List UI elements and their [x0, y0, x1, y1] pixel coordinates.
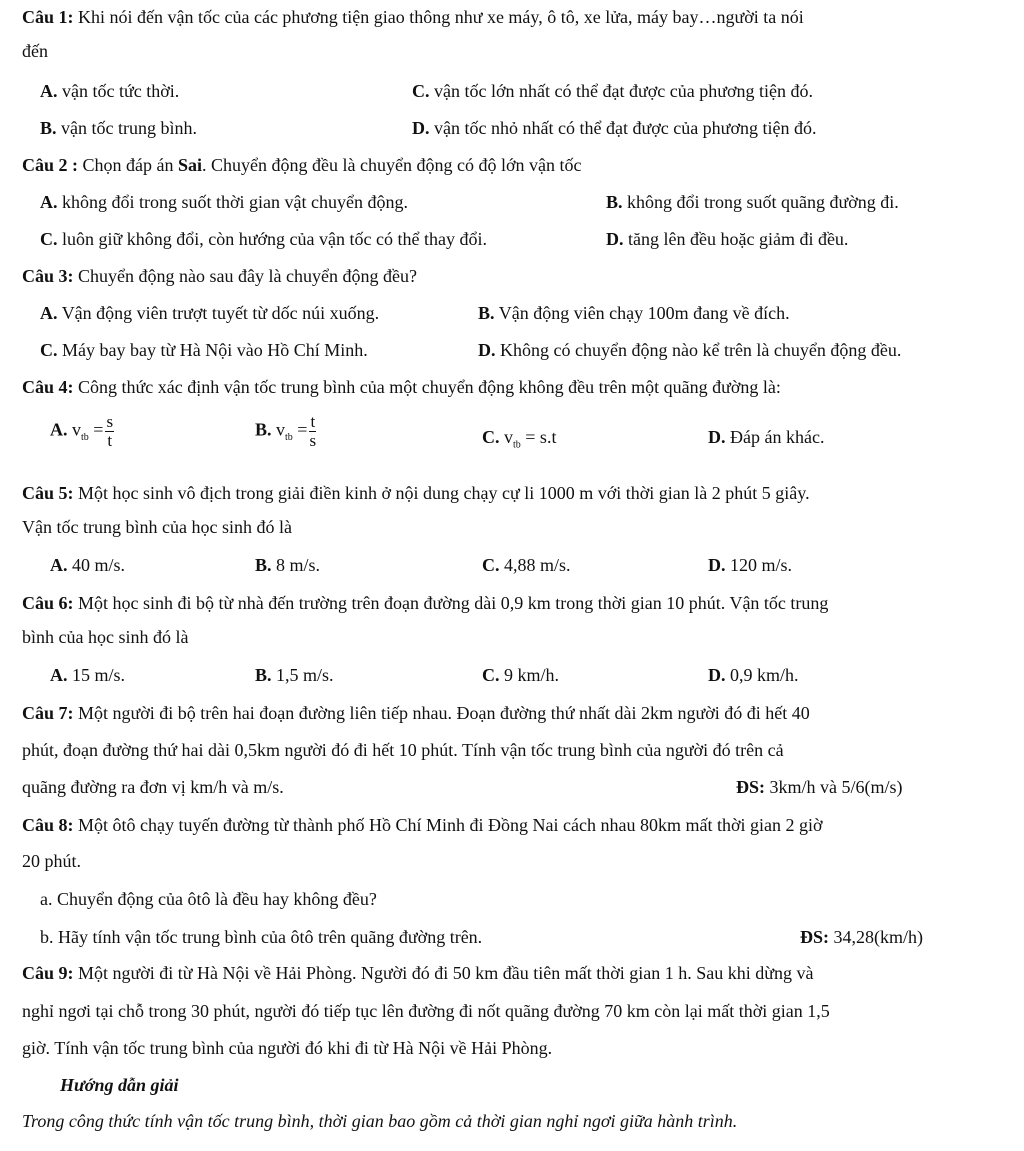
q5-line1: Câu 5: Một học sinh vô địch trong giải điền kinh ở nội dung chạy cự li 1000 m với thời gian là 2 phút 5 giây. — [22, 483, 810, 503]
q6-option-d: D. 0,9 km/h. — [708, 665, 799, 685]
q5-line2: Vận tốc trung bình của học sinh đó là — [22, 517, 292, 537]
q6-option-c: C. 9 km/h. — [482, 665, 560, 685]
q4-line: Câu 4: Công thức xác định vận tốc trung bình của một chuyển động không đều trên một quãng đường là: — [22, 377, 781, 397]
q3-label: Câu 3: — [22, 266, 74, 286]
q1-line2 — [22, 40, 48, 62]
q8-line2: 20 phút. — [22, 851, 82, 871]
q6-line1: Câu 6: Một học sinh đi bộ từ nhà đến trường trên đoạn đường dài 0,9 km trong thời gian 10 phút. Vận tốc trung — [22, 593, 829, 613]
q2-option-d: D. tăng lên đều hoặc giảm đi đều. — [606, 229, 849, 249]
q6-line2: bình của học sinh đó là — [22, 627, 189, 647]
q9-line2: nghỉ ngơi tại chỗ trong 30 phút, người đó tiếp tục lên đường đi nốt quãng đường 70 km còn lại mất thời gian 1,5 — [22, 1001, 830, 1021]
q4-option-b: B. $v_{tb}$ = $\frac{t}{s}$ — [255, 412, 317, 450]
q5-option-a: A. 40 m/s. — [50, 555, 126, 575]
q1-text2: đến — [22, 41, 48, 61]
q2-option-a: A. không đổi trong suốt thời gian vật chuyển động. — [40, 192, 408, 212]
q9-guide-text: Trong công thức tính vận tốc trung bình, thời gian bao gồm cả thời gian nghỉ ngơi giữa hành trình. — [22, 1111, 738, 1131]
q6-option-a: A. 15 m/s. — [50, 665, 126, 685]
q3-option-d: D. Không có chuyển động nào kể trên là chuyển động đều. — [478, 340, 902, 360]
q1-option-d: D. vận tốc nhỏ nhất có thể đạt được của phương tiện đó. — [412, 118, 817, 138]
q8-line1: Câu 8: Một ôtô chạy tuyến đường từ thành phố Hồ Chí Minh đi Đồng Nai cách nhau 80km mất thời gian 2 giờ — [22, 815, 823, 835]
q5-option-b: B. 8 m/s. — [255, 555, 321, 575]
q4-option-d: D. Đáp án khác. — [708, 427, 825, 447]
q4-b-fraction: $\frac{t}{s}$ — [309, 412, 317, 450]
q2-label: Câu 2 : — [22, 155, 79, 175]
q4-option-c: C. $v_{tb} = s.t$ — [482, 427, 557, 451]
q3-option-b: B. Vận động viên chạy 100m đang về đích. — [478, 303, 790, 323]
q5-option-d: D. 120 m/s. — [708, 555, 793, 575]
q7-label: Câu 7: — [22, 703, 74, 723]
q3-option-a: A. Vận động viên trượt tuyết từ dốc núi xuống. — [40, 303, 380, 323]
q9-guide-title: Hướng dẫn giải — [60, 1075, 179, 1095]
q8-part-b: b. Hãy tính vận tốc trung bình của ôtô trên quãng đường trên. — [40, 927, 483, 947]
q2-line: Câu 2 : Chọn đáp án Sai. Chuyển động đều là chuyển động có độ lớn vận tốc — [22, 155, 582, 175]
q1-option-c: C. vận tốc lớn nhất có thể đạt được của phương tiện đó. — [412, 81, 813, 101]
q4-option-a: A. $v_{tb}$ = $\frac{s}{t}$ — [50, 412, 114, 450]
q7-line2: phút, đoạn đường thứ hai dài 0,5km người đó đi hết 10 phút. Tính vận tốc trung bình của người đó trên cả — [22, 740, 784, 760]
q6-label: Câu 6: — [22, 593, 74, 613]
q1-option-b: B. vận tốc trung bình. — [40, 118, 197, 138]
q4-a-fraction: $\frac{s}{t}$ — [106, 412, 114, 450]
q2-option-b: B. không đổi trong suốt quãng đường đi. — [606, 192, 899, 212]
q5-label: Câu 5: — [22, 483, 74, 503]
q1-text1: Khi nói đến vận tốc của các phương tiện giao thông như xe máy, ô tô, xe lửa, máy bay…người ta nói — [78, 7, 804, 27]
q8-part-a: a. Chuyển động của ôtô là đều hay không đều? — [40, 889, 377, 909]
q7-line3: quãng đường ra đơn vị km/h và m/s. — [22, 777, 284, 797]
q9-line1: Câu 9: Một người đi từ Hà Nội về Hải Phòng. Người đó đi 50 km đầu tiên mất thời gian 1 h. Sau khi dừng và — [22, 963, 814, 983]
q7-line1: Câu 7: Một người đi bộ trên hai đoạn đường liên tiếp nhau. Đoạn đường thứ nhất dài 2km người đó đi hết 40 — [22, 703, 810, 723]
q7-answer: ĐS: 3km/h và 5/6(m/s) — [736, 777, 903, 797]
q1-option-a: A. vận tốc tức thời. — [40, 81, 180, 101]
q8-answer: ĐS: 34,28(km/h) — [800, 927, 924, 947]
q3-line: Câu 3: Chuyển động nào sau đây là chuyển động đều? — [22, 266, 417, 286]
q8-label: Câu 8: — [22, 815, 74, 835]
q1-line1 — [22, 6, 804, 28]
q2-option-c: C. luôn giữ không đổi, còn hướng của vận tốc có thể thay đổi. — [40, 229, 487, 249]
q9-label: Câu 9: — [22, 963, 74, 983]
q3-option-c: C. Máy bay bay từ Hà Nội vào Hồ Chí Minh. — [40, 340, 368, 360]
q4-label: Câu 4: — [22, 377, 74, 397]
q6-option-b: B. 1,5 m/s. — [255, 665, 334, 685]
q9-line3: giờ. Tính vận tốc trung bình của người đó khi đi từ Hà Nội về Hải Phòng. — [22, 1038, 553, 1058]
q5-option-c: C. 4,88 m/s. — [482, 555, 571, 575]
q1-label: Câu 1: — [22, 7, 74, 27]
q2-bold-word: Sai — [178, 155, 203, 175]
